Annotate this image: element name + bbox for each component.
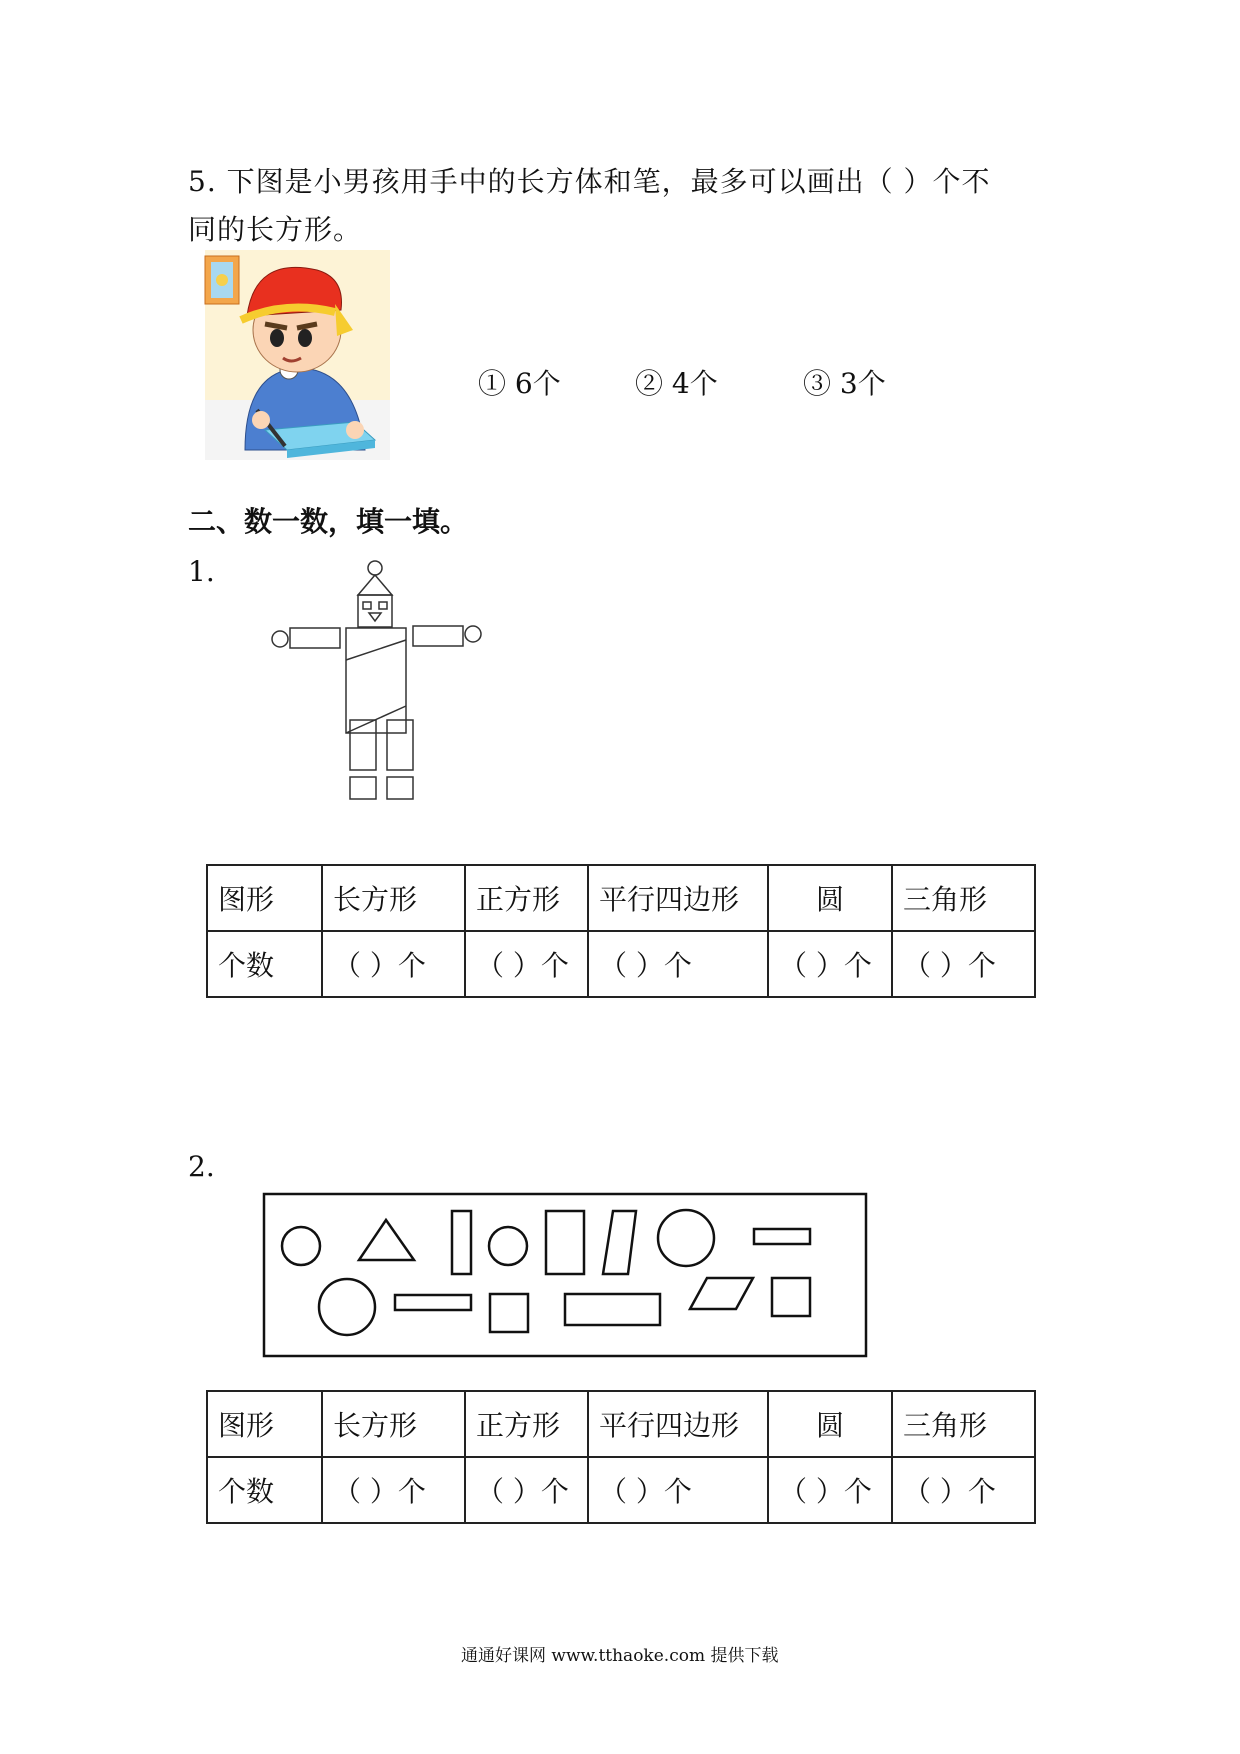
answer-blank[interactable]: （ ）个	[588, 931, 768, 997]
table-row-label: 个数	[207, 931, 322, 997]
table-header-cell: 三角形	[892, 865, 1035, 931]
table-row	[207, 1457, 1035, 1523]
question-2-number: 2.	[188, 1150, 215, 1183]
table-header-cell: 圆	[768, 865, 892, 931]
shape-count-table-2	[206, 1390, 1036, 1524]
shape-count-table-1	[206, 864, 1036, 998]
table-header-row	[207, 1391, 1035, 1457]
table-row-label: 个数	[207, 1457, 322, 1523]
question-1-number: 1.	[188, 555, 215, 588]
answer-blank[interactable]: （ ）个	[322, 931, 465, 997]
table-header-cell: 平行四边形	[588, 1391, 768, 1457]
mixed-shapes-box	[263, 1193, 868, 1358]
answer-blank[interactable]: （ ）个	[465, 931, 588, 997]
answer-blank[interactable]: （ ）个	[892, 1457, 1035, 1523]
table-header-row	[207, 865, 1035, 931]
question-5-text-continued: 同的长方形。	[188, 213, 363, 246]
choice-2[interactable]: ② 4个	[635, 367, 718, 400]
answer-blank[interactable]: （ ）个	[768, 1457, 892, 1523]
robot-shape-figure	[265, 560, 490, 805]
table-row	[207, 931, 1035, 997]
table-header-cell: 平行四边形	[588, 865, 768, 931]
table-header-cell: 圆	[768, 1391, 892, 1457]
answer-blank[interactable]: （ ）个	[768, 931, 892, 997]
choice-1[interactable]: ① 6个	[478, 367, 561, 400]
table-header-cell: 长方形	[322, 865, 465, 931]
section-2-title: 二、数一数，填一填。	[188, 505, 469, 538]
question-5-text: 5. 下图是小男孩用手中的长方体和笔，最多可以画出（ ）个不	[188, 165, 991, 198]
table-header-cell: 正方形	[465, 1391, 588, 1457]
answer-blank[interactable]: （ ）个	[892, 931, 1035, 997]
table-header-cell: 图形	[207, 865, 322, 931]
table-header-cell: 三角形	[892, 1391, 1035, 1457]
answer-blank[interactable]: （ ）个	[465, 1457, 588, 1523]
table-header-cell: 图形	[207, 1391, 322, 1457]
footer-source: 通通好课网 www.tthaoke.com 提供下载	[461, 1646, 779, 1666]
answer-blank[interactable]: （ ）个	[588, 1457, 768, 1523]
boy-with-cuboid-illustration	[205, 250, 390, 460]
table-header-cell: 长方形	[322, 1391, 465, 1457]
choice-3[interactable]: ③ 3个	[803, 367, 886, 400]
answer-blank[interactable]: （ ）个	[322, 1457, 465, 1523]
table-header-cell: 正方形	[465, 865, 588, 931]
